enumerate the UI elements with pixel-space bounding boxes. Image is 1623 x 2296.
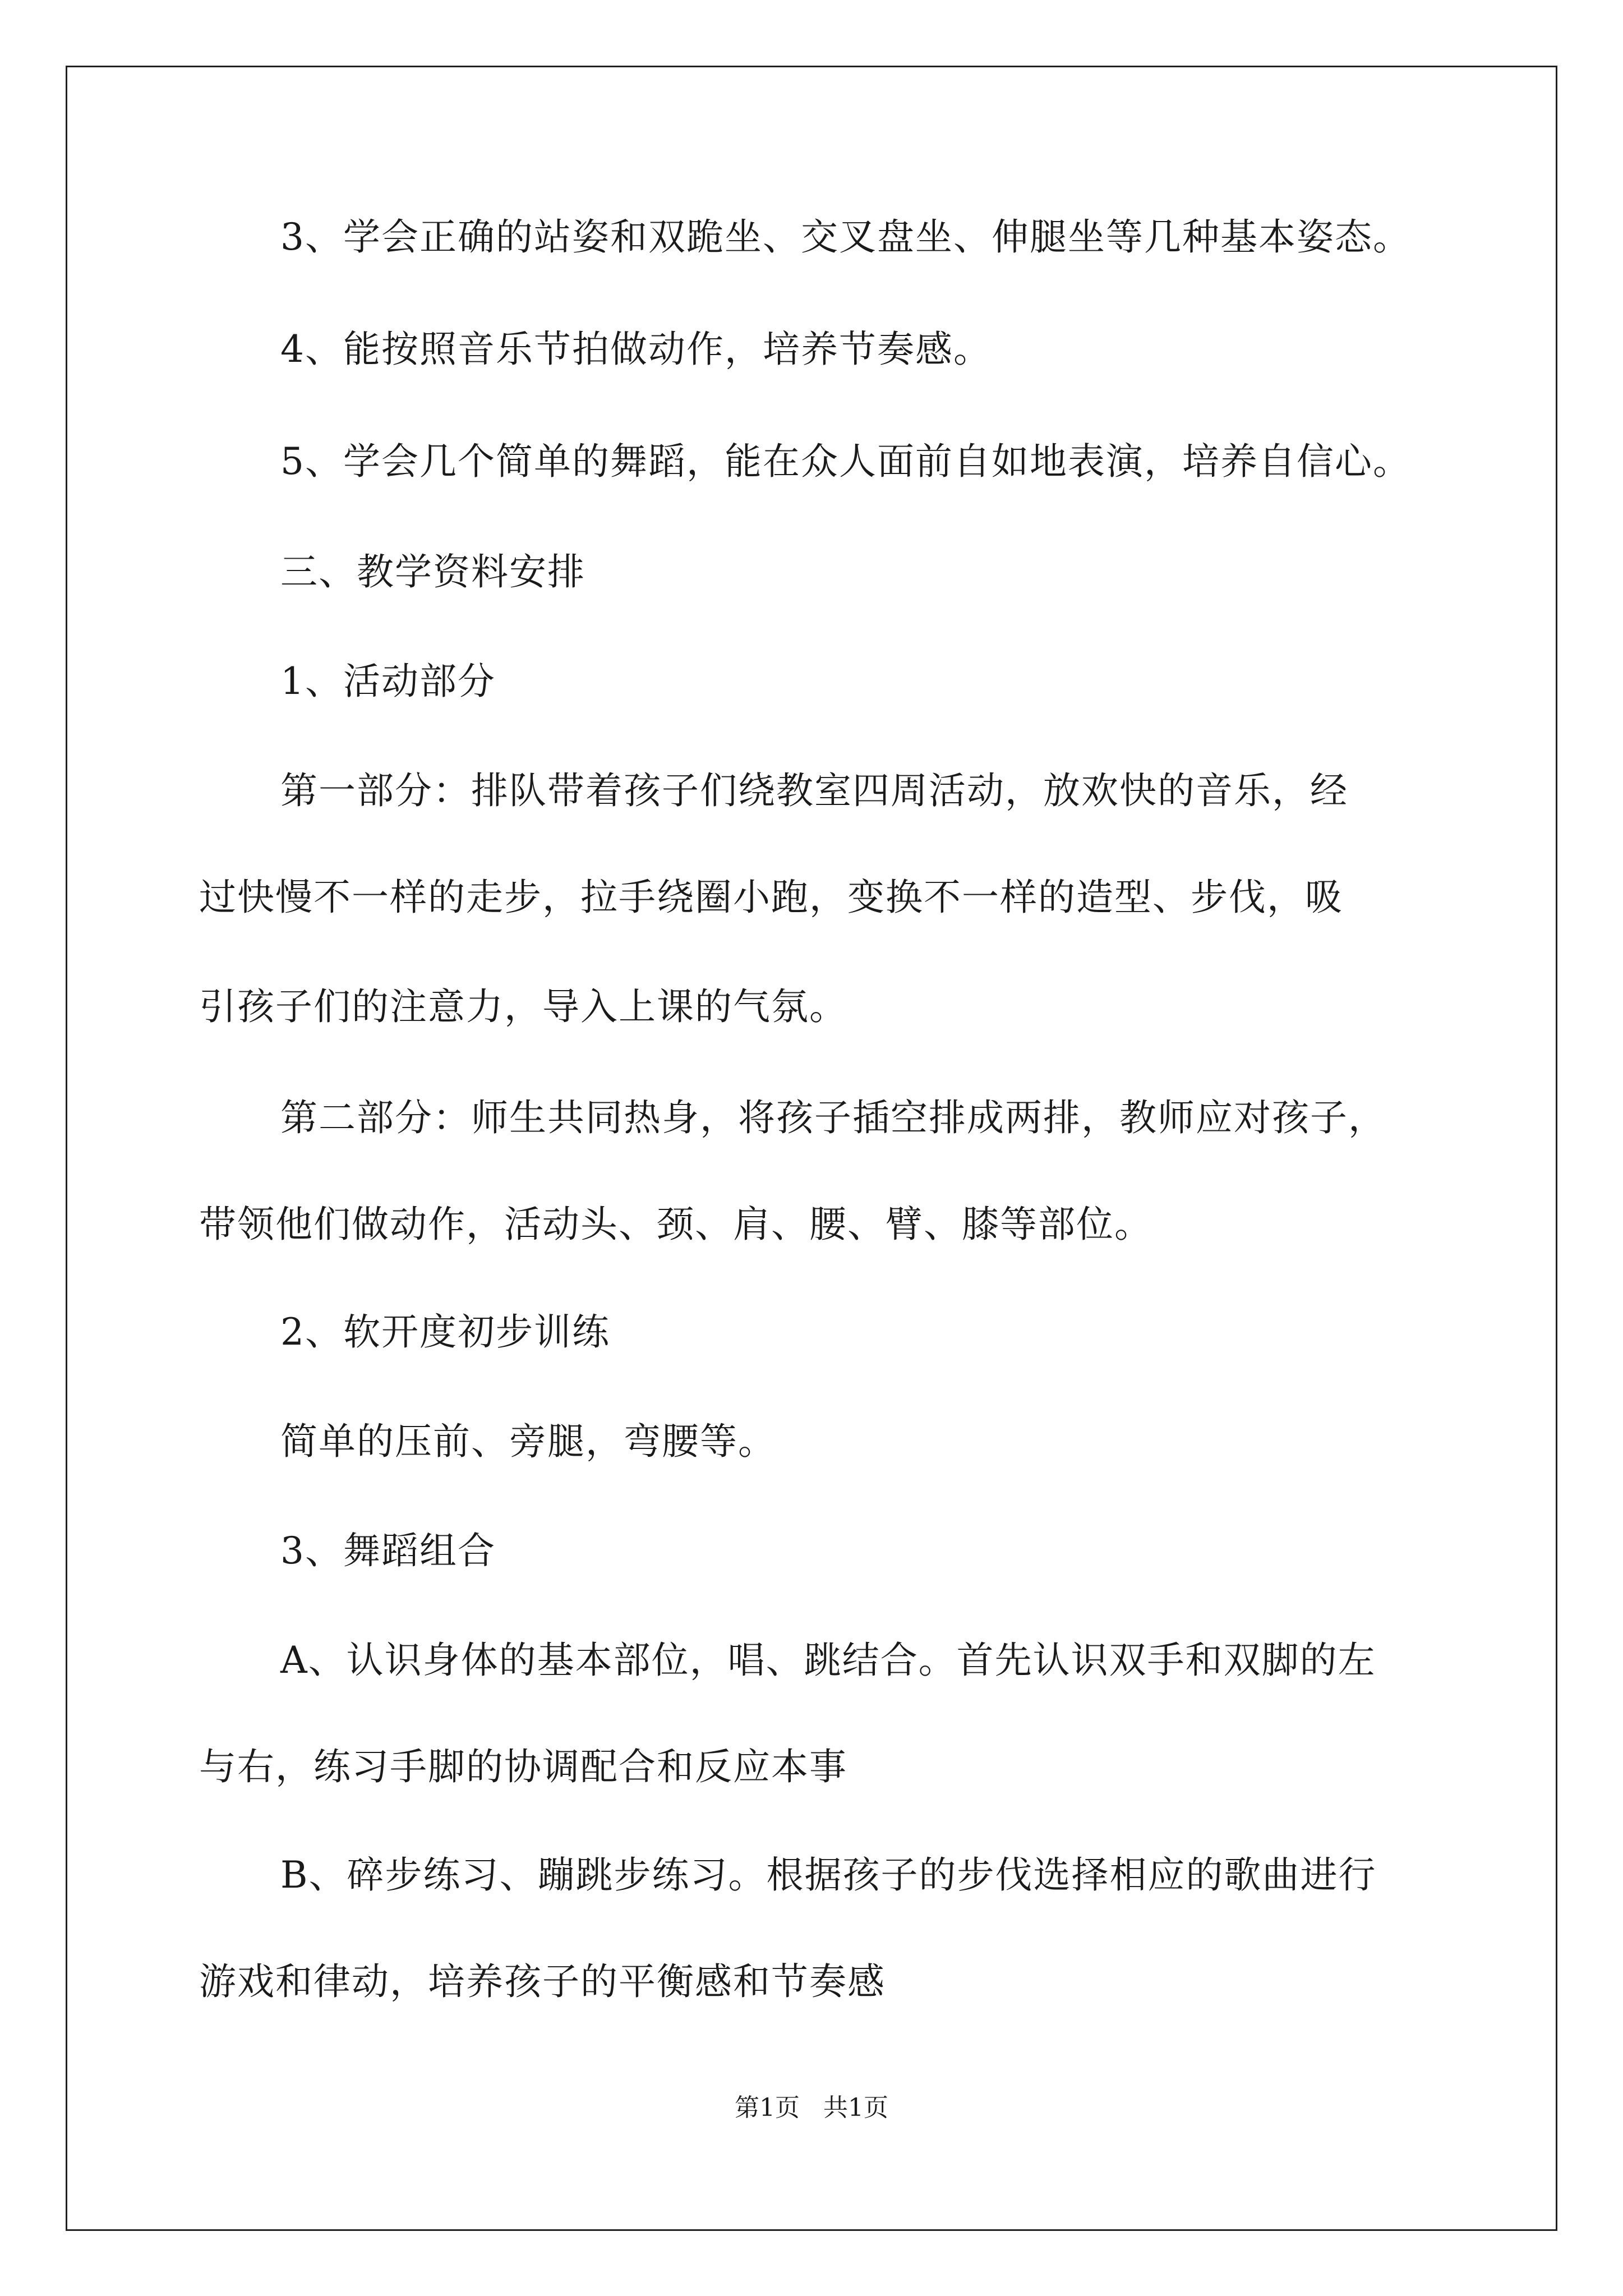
text-line: 5、学会几个简单的舞蹈，能在众人面前自如地表演，培养自信心。: [280, 440, 1411, 483]
text-line: 4、能按照音乐节拍做动作，培养节奏感。: [280, 328, 992, 371]
subsection-heading: 1、活动部分: [280, 660, 496, 703]
text-line: 3、学会正确的站姿和双跪坐、交叉盘坐、伸腿坐等几种基本姿态。: [280, 215, 1411, 259]
text-line: 与右，练习手脚的协调配合和反应本事: [199, 1745, 847, 1788]
page-border: [66, 66, 1557, 2231]
text-line: B、碎步练习、蹦跳步练习。根据孩子的步伐选择相应的歌曲进行: [280, 1853, 1377, 1897]
page-footer: 第1页 共1页: [735, 2093, 888, 2122]
text-line: 过快慢不一样的走步，拉手绕圈小跑，变换不一样的造型、步伐，吸: [199, 876, 1343, 919]
text-line: 简单的压前、旁腿，弯腰等。: [280, 1420, 776, 1463]
text-line: 带领他们做动作，活动头、颈、肩、腰、臂、膝等部位。: [199, 1203, 1152, 1246]
subsection-heading: 3、舞蹈组合: [280, 1529, 496, 1572]
text-line: 第一部分：排队带着孩子们绕教室四周活动，放欢快的音乐，经: [280, 769, 1348, 812]
subsection-heading: 2、软开度初步训练: [280, 1310, 610, 1354]
text-line: A、认识身体的基本部位，唱、跳结合。首先认识双手和双脚的左: [280, 1639, 1376, 1682]
section-heading: 三、教学资料安排: [280, 550, 585, 593]
text-line: 第二部分：师生共同热身，将孩子插空排成两排，教师应对孩子，: [280, 1096, 1386, 1139]
text-line: 游戏和律动，培养孩子的平衡感和节奏感: [199, 1960, 886, 2003]
text-line: 引孩子们的注意力，导入上课的气氛。: [199, 985, 847, 1028]
